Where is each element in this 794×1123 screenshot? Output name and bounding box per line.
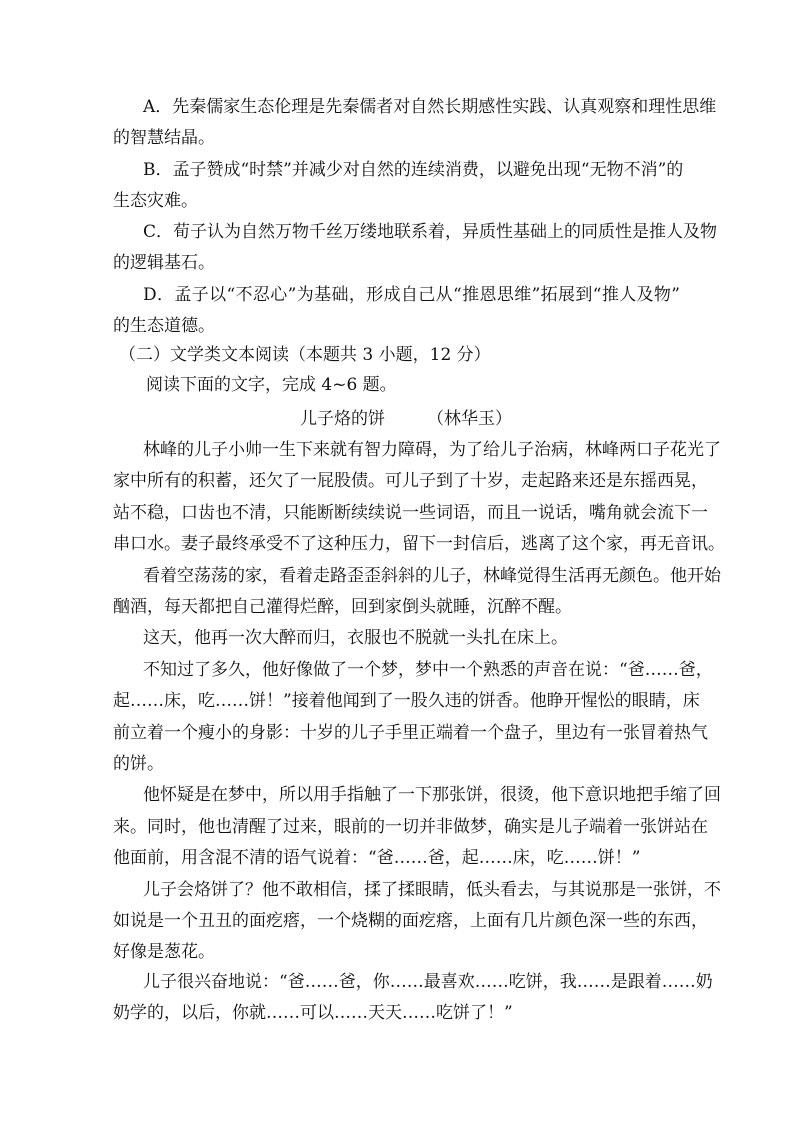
- p1-line-4: 串口水。妻子最终承受不了这种压力，留下一封信后，逃离了这个家，再无音讯。: [113, 534, 725, 554]
- p6-line-2: 如说是一个丑丑的面疙瘩，一个烧糊的面疙瘩，上面有几片颜色深一些的东西，: [113, 911, 708, 931]
- reading-instruction: 阅读下面的文字，完成 4~6 题。: [146, 375, 397, 395]
- option-c-line-2: 的逻辑基石。: [113, 253, 215, 273]
- option-a-line-2: 的智慧结晶。: [113, 128, 215, 148]
- option-a-line-1: A．先秦儒家生态伦理是先秦儒者对自然长期感性实践、认真观察和理性思维: [143, 97, 717, 117]
- p6-line-1: 儿子会烙饼了？他不敢相信，揉了揉眼睛，低头看去，与其说那是一张饼，不: [143, 880, 721, 900]
- p2-line-2: 酗酒，每天都把自己灌得烂醉，回到家倒头就睡，沉醉不醒。: [113, 597, 572, 617]
- p5-line-2: 来。同时，他也清醒了过来，眼前的一切并非做梦，确实是儿子端着一张饼站在: [113, 817, 708, 837]
- option-b-line-2: 生态灾难。: [113, 191, 198, 211]
- section-heading: （二）文学类文本阅读（本题共 3 小题，12 分）: [119, 345, 491, 365]
- p7-line-1: 儿子很兴奋地说：“爸……爸，你……最喜欢……吃饼，我……是跟着……奶: [143, 972, 713, 992]
- p4-line-1: 不知过了多久，他好像做了一个梦，梦中一个熟悉的声音在说：“爸……爸，: [143, 660, 713, 680]
- option-d-line-2: 的生态道德。: [113, 316, 215, 336]
- p6-line-3: 好像是葱花。: [113, 942, 215, 962]
- p4-line-3: 前立着一个瘦小的身影：十岁的儿子手里正端着一个盘子，里边有一张冒着热气: [113, 723, 708, 743]
- p5-line-3: 他面前，用含混不清的语气说着：“爸……爸，起……床，吃……饼！”: [113, 848, 641, 868]
- option-b-line-1: B．孟子赞成“时禁”并减少对自然的连续消费，以避免出现“无物不消”的: [143, 160, 684, 180]
- p2-line-1: 看着空荡荡的家，看着走路歪歪斜斜的儿子，林峰觉得生活再无颜色。他开始: [143, 566, 721, 586]
- p5-line-1: 他怀疑是在梦中，所以用手指触了一下那张饼，很烫，他下意识地把手缩了回: [143, 785, 721, 805]
- p3-line-1: 这天，他再一次大醉而归，衣服也不脱就一头扎在床上。: [143, 628, 568, 648]
- story-author: （林华玉）: [427, 409, 512, 429]
- p1-line-1: 林峰的儿子小帅一生下来就有智力障碍，为了给儿子治病，林峰两口子花光了: [143, 440, 721, 460]
- p7-line-2: 奶学的，以后，你就……可以……天天……吃饼了！”: [113, 1003, 513, 1023]
- p4-line-4: 的饼。: [113, 754, 164, 774]
- p1-line-3: 站不稳，口齿也不清，只能断断续续说一些词语，而且一说话，嘴角就会流下一: [113, 503, 708, 523]
- story-title: 儿子烙的饼: [300, 409, 385, 429]
- p4-line-2: 起……床，吃……饼！”接着他闻到了一股久违的饼香。他睁开惺忪的眼睛，床: [113, 691, 700, 711]
- option-c-line-1: C．荀子认为自然万物千丝万缕地联系着，异质性基础上的同质性是推人及物: [143, 222, 718, 242]
- option-d-line-1: D．孟子以“不忍心”为基础，形成自己从“推恩思维”拓展到“推人及物”: [143, 285, 680, 305]
- p1-line-2: 家中所有的积蓄，还欠了一屁股债。可儿子到了十岁，走起路来还是东摇西晃，: [113, 471, 708, 491]
